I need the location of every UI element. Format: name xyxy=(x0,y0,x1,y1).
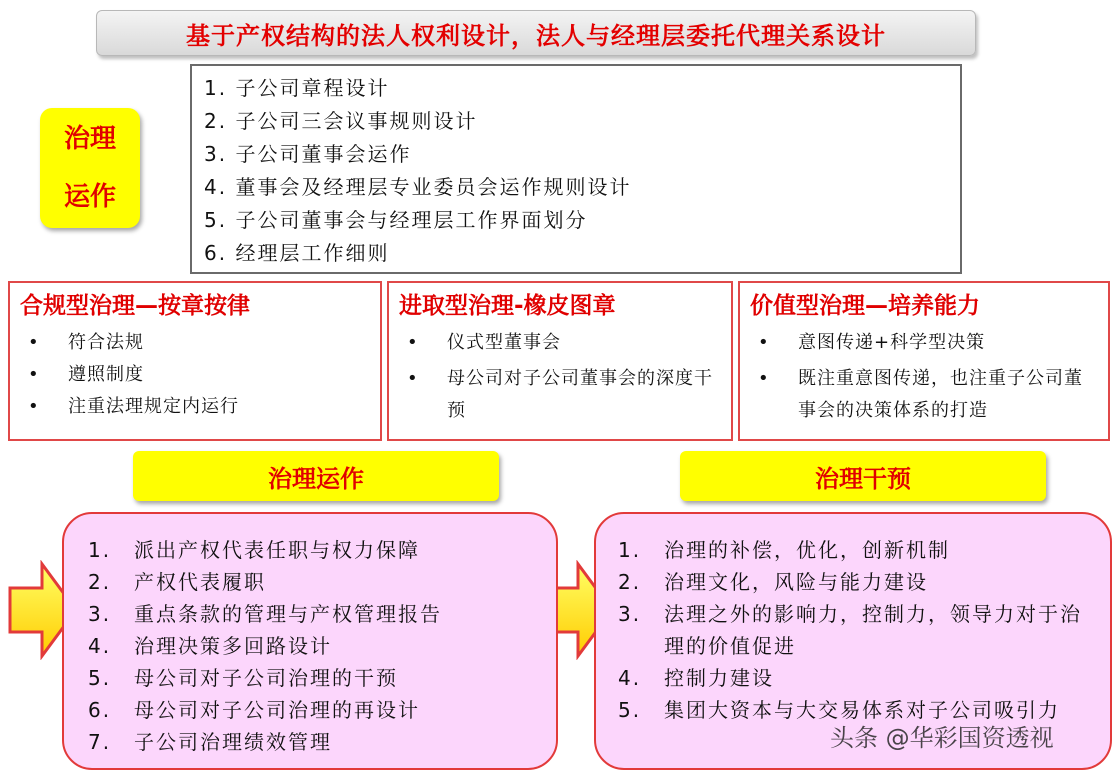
governance-operation-header: 治理运作 xyxy=(133,451,499,501)
item-text: 子公司治理绩效管理 xyxy=(134,730,332,754)
item-number: 3. xyxy=(88,602,112,626)
governance-operation-panel xyxy=(62,512,558,770)
item-text: 治理的补偿，优化，创新机制 xyxy=(664,538,950,562)
item-number: 4. xyxy=(88,634,112,658)
item-text: 治理决策多回路设计 xyxy=(134,634,332,658)
item-text: 产权代表履职 xyxy=(134,570,266,594)
list-item xyxy=(88,662,546,694)
category-bullet: • 注重法理规定内运行 xyxy=(20,391,370,423)
badge-line-1: 治理 xyxy=(63,124,116,154)
page-title: 基于产权结构的法人权利设计，法人与经理层委托代理关系设计 xyxy=(96,10,976,56)
category-bullet: • 遵照制度 xyxy=(20,359,370,391)
subsidiary-design-list xyxy=(190,64,962,274)
list-item: 6. 经理层工作细则 xyxy=(204,241,390,265)
item-text: 重点条款的管理与产权管理报告 xyxy=(134,602,442,626)
item-number: 7. xyxy=(88,730,112,754)
item-number: 5. xyxy=(618,698,642,722)
category-bullet: • 符合法规 xyxy=(20,327,370,359)
list-item xyxy=(88,726,546,758)
item-number: 2. xyxy=(618,570,642,594)
list-item xyxy=(88,630,546,662)
list-item: 5. 子公司董事会与经理层工作界面划分 xyxy=(204,208,588,232)
category-bullet: • 既注重意图传递，也注重子公司董事会的决策体系的打造 xyxy=(750,363,1098,427)
category-title: 进取型治理-橡皮图章 xyxy=(399,293,616,319)
category-title: 价值型治理—培养能力 xyxy=(750,293,980,319)
aggressive-governance-box xyxy=(387,281,733,441)
item-text: 母公司对子公司治理的再设计 xyxy=(134,698,420,722)
item-number: 2. xyxy=(88,570,112,594)
list-item: 3. 子公司董事会运作 xyxy=(204,142,412,166)
category-bullet: • 母公司对子公司董事会的深度干预 xyxy=(399,363,721,427)
item-number: 5. xyxy=(88,666,112,690)
category-bullet: • 意图传递+科学型决策 xyxy=(750,327,1098,359)
governance-intervention-header: 治理干预 xyxy=(680,451,1046,501)
item-text: 法理之外的影响力，控制力，领导力对于治理的价值促进 xyxy=(664,602,1082,658)
list-item xyxy=(88,694,546,726)
value-governance-box xyxy=(738,281,1110,441)
list-item: 2. 子公司三会议事规则设计 xyxy=(204,109,478,133)
item-text: 集团大资本与大交易体系对子公司吸引力 xyxy=(664,698,1060,722)
list-item xyxy=(618,534,1100,566)
compliance-governance-box xyxy=(8,281,382,441)
list-item xyxy=(88,566,546,598)
list-item xyxy=(618,566,1100,598)
list-item xyxy=(88,598,546,630)
item-number: 1. xyxy=(88,538,112,562)
list-item: 1. 子公司章程设计 xyxy=(204,76,390,100)
list-item xyxy=(618,598,1100,662)
list-item: 4. 董事会及经理层专业委员会运作规则设计 xyxy=(204,175,632,199)
list-item xyxy=(88,534,546,566)
watermark: 头条 @华彩国资透视 xyxy=(830,724,1054,752)
item-text: 派出产权代表任职与权力保障 xyxy=(134,538,420,562)
category-title: 合规型治理—按章按律 xyxy=(20,293,250,319)
item-text: 控制力建设 xyxy=(664,666,774,690)
item-number: 6. xyxy=(88,698,112,722)
item-text: 治理文化，风险与能力建设 xyxy=(664,570,928,594)
badge-line-2: 运作 xyxy=(63,182,116,212)
item-number: 3. xyxy=(618,602,642,626)
item-text: 母公司对子公司治理的干预 xyxy=(134,666,398,690)
item-number: 4. xyxy=(618,666,642,690)
governance-operation-badge xyxy=(40,108,140,228)
category-bullet: • 仪式型董事会 xyxy=(399,327,721,359)
item-number: 1. xyxy=(618,538,642,562)
list-item xyxy=(618,662,1100,694)
